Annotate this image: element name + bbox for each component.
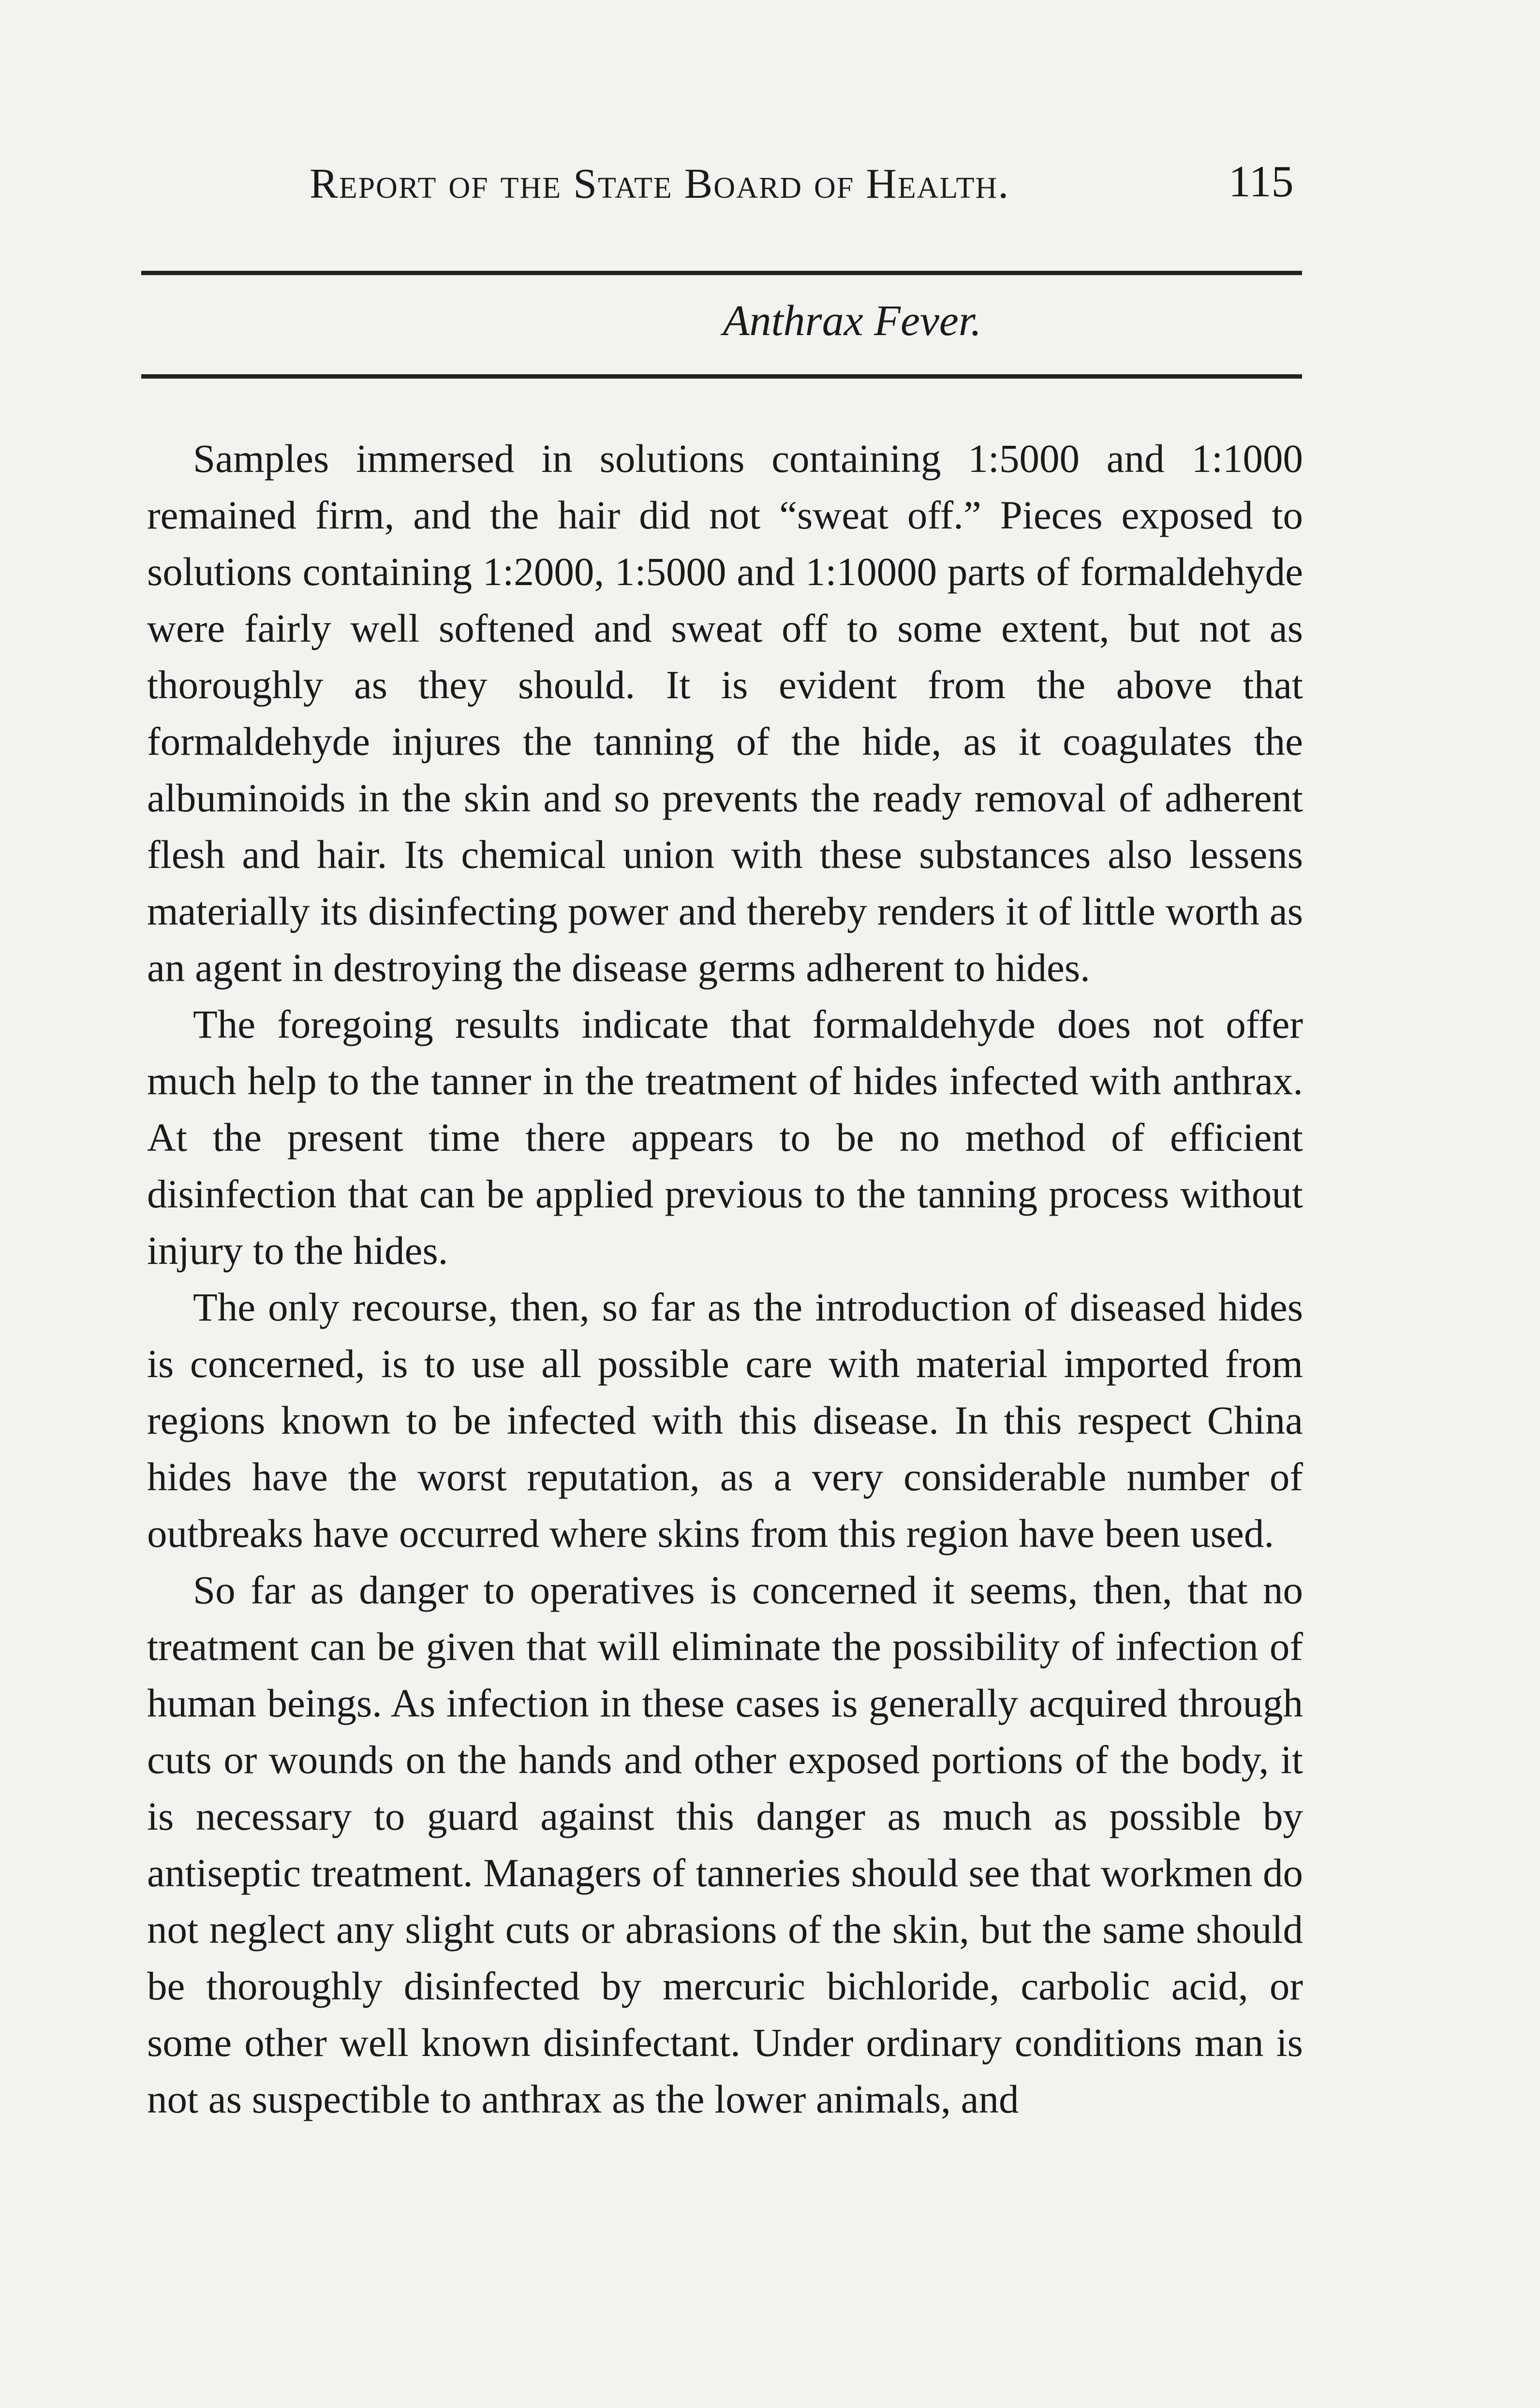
paragraph-4: So far as danger to operatives is concerned it seems, then, that no treatment can be given that will eliminate the possibility of infection of human beings. As infection in these cases is generally acquired through cuts or wounds on the hands and other exposed portions of the body, it is necessary to guard against this danger as much as possible by antiseptic treatment. Managers of tanneries should see that workmen do not neglect any slight cuts or abrasions of the skin, but the same should be thoroughly disinfected by mercuric bichloride, carbolic acid, or some other well known disinfectant. Under ordinary conditions man is not as suspectible to anthrax as the lower animals, and <box>147 1568 1303 2121</box>
paragraph-2: The foregoing results indicate that formaldehyde does not offer much help to the tanner in the treatment of hides infected with anthrax. At the present time there appears to be no method of efficient disinfection that can be applied previous to the tanning process without injury to the hides. <box>147 1002 1303 1273</box>
paragraph-3: The only recourse, then, so far as the introduction of diseased hides is concerned, is to use all possible care with material imported from regions known to be infected with this disease. In this respect China hides have the worst reputation, as a very considerable number of outbreaks have occurred where skins from this region have been used. <box>147 1285 1303 1556</box>
page-number: 115 <box>1229 157 1294 206</box>
top-rule <box>141 271 1302 275</box>
bottom-rule <box>141 374 1302 379</box>
section-title: Anthrax Fever. <box>723 297 982 345</box>
running-head: Report of the State Board of Health. <box>310 161 1010 207</box>
body-text <box>147 430 1303 2128</box>
paragraph-1: Samples immersed in solutions containing 1:5000 and 1:1000 remained firm, and the hair did not “sweat off.” Pieces exposed to solutions containing 1:2000, 1:5000 and 1:10000 parts of formaldehyde were fairly well softened and sweat off to some extent, but not as thoroughly as they should. It is evident from the above that formaldehyde injures the tanning of the hide, as it coagulates the albuminoids in the skin and so prevents the ready removal of adherent flesh and hair. Its chemical union with these substances also lessens materially its disinfecting power and thereby renders it of little worth as an agent in destroying the disease germs adherent to hides. <box>147 436 1303 990</box>
